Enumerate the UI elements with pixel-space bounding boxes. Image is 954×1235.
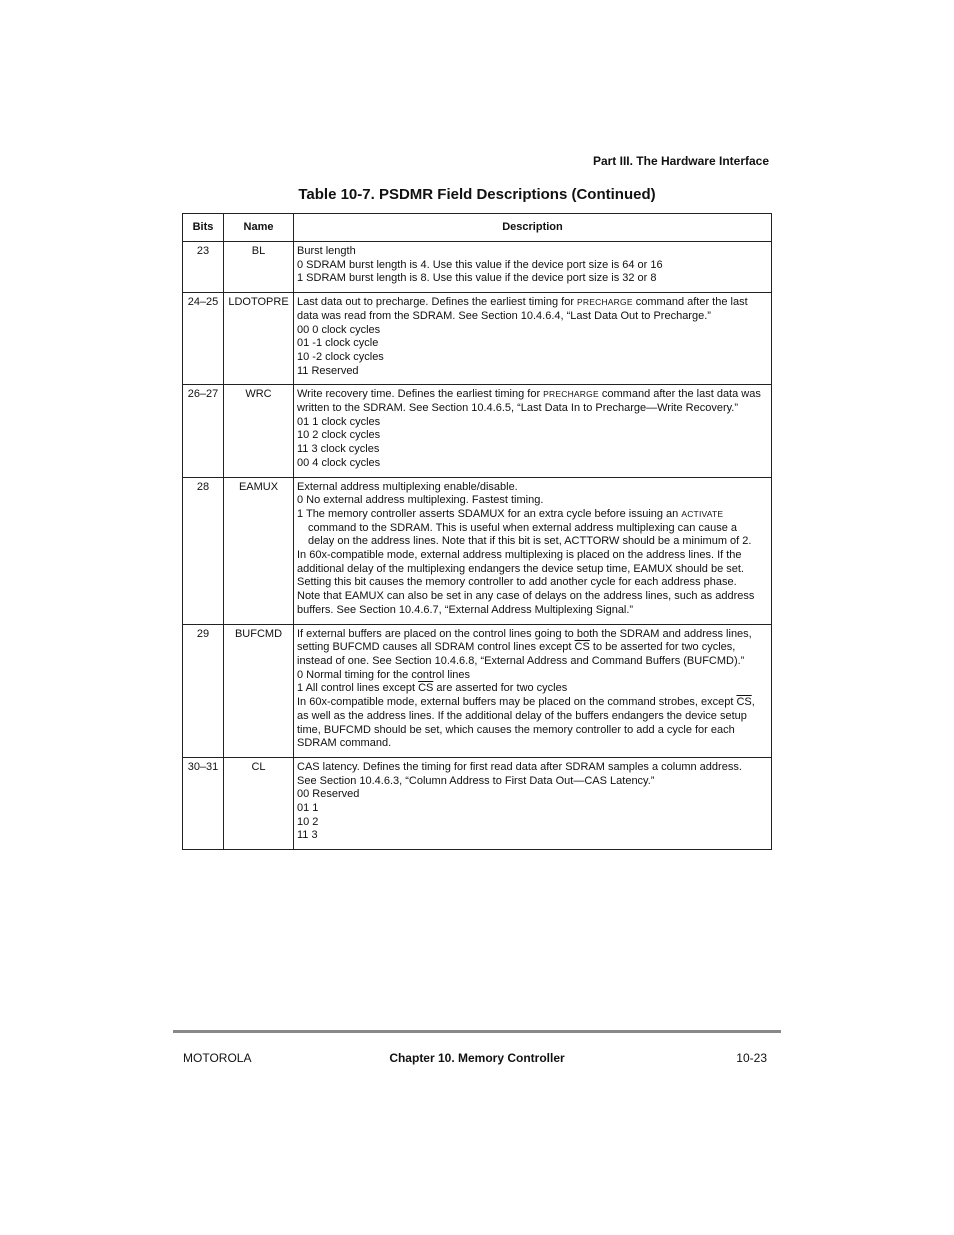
description-line: 00 0 clock cycles	[297, 323, 381, 336]
description-line: setting BUFCMD causes all SDRAM control lines except $\overline{CS}$ to be asserted for two cycles,	[297, 641, 736, 654]
description-cell	[294, 477, 772, 624]
description-cell	[294, 293, 772, 385]
description-line: 01 -1 clock cycle	[297, 337, 379, 350]
precharge-command: PRECHARGE	[577, 297, 633, 308]
cs-signal: $\overline{CS}$	[574, 641, 590, 654]
description-line: In 60x-compatible mode, external address multiplexing is placed on the address lines. If the	[297, 549, 742, 562]
field-descriptions-table	[182, 213, 772, 850]
description-line: written to the SDRAM. See Section 10.4.6.5, “Last Data In to Precharge—Write Recovery.”	[297, 402, 739, 415]
description-line: 10 2 clock cycles	[297, 429, 381, 442]
column-header-description: Description	[294, 214, 772, 242]
cs-signal: $\overline{CS}$	[736, 696, 752, 709]
description-line: additional delay of the multiplexing endangers the device setup time, EAMUX should be set.	[297, 562, 744, 575]
table-row	[183, 385, 772, 477]
name-cell: BUFCMD	[224, 624, 294, 757]
name-cell: CL	[224, 757, 294, 849]
footer-publisher: MOTOROLA	[183, 1051, 252, 1065]
description-line: External address multiplexing enable/disable.	[297, 480, 518, 493]
description-line: 10 -2 clock cycles	[297, 350, 384, 363]
description-line: time, BUFCMD should be set, which causes the memory controller to add a cycle for each	[297, 723, 735, 736]
name-cell: LDOTOPRE	[224, 293, 294, 385]
description-line: See Section 10.4.6.3, “Column Address to First Data Out—CAS Latency.”	[297, 774, 655, 787]
description-line: Note that EAMUX can also be set in any case of delays on the address lines, such as address	[297, 590, 755, 603]
bits-cell: 30–31	[183, 757, 224, 849]
description-line: 0 SDRAM burst length is 4. Use this value if the device port size is 64 or 16	[297, 258, 663, 271]
bits-cell: 28	[183, 477, 224, 624]
activate-command: ACTIVATE	[681, 508, 724, 519]
description-line: 01 1 clock cycles	[297, 415, 381, 428]
description-cell	[294, 385, 772, 477]
description-cell	[294, 757, 772, 849]
name-cell: BL	[224, 242, 294, 293]
bits-cell: 26–27	[183, 385, 224, 477]
description-line: If external buffers are placed on the control lines going to both the SDRAM and address lines,	[297, 627, 752, 640]
description-line: data was read from the SDRAM. See Section 10.4.6.4, “Last Data Out to Precharge.”	[297, 309, 711, 322]
description-line: In 60x-compatible mode, external buffers may be placed on the command strobes, except $\overline{CS}$,	[297, 696, 755, 709]
description-line: 1 All control lines except $\overline{CS}$ are asserted for two cycles	[297, 682, 568, 695]
name-cell: EAMUX	[224, 477, 294, 624]
footer-chapter: Chapter 10. Memory Controller	[389, 1051, 565, 1065]
bits-cell: 29	[183, 624, 224, 757]
description-line: Last data out to precharge. Defines the earliest timing for PRECHARGE command after the last	[297, 296, 748, 309]
table-title: Table 10-7. PSDMR Field Descriptions (Continued)	[298, 186, 656, 203]
cs-signal: $\overline{CS}$	[418, 682, 434, 695]
table-row	[183, 293, 772, 385]
column-header-bits: Bits	[183, 214, 224, 242]
description-cell	[294, 242, 772, 293]
description-line: 1 The memory controller asserts SDAMUX for an extra cycle before issuing an ACTIVATE	[297, 507, 724, 520]
description-line: 11 3	[297, 829, 318, 842]
table-row	[183, 242, 772, 293]
bits-cell: 23	[183, 242, 224, 293]
description-line: delay on the address lines. Note that if this bit is set, ACTTORW should be a minimum of 2.	[308, 535, 752, 548]
description-line: buffers. See Section 10.4.6.7, “External Address Multiplexing Signal.”	[297, 603, 634, 616]
column-header-name: Name	[224, 214, 294, 242]
description-line: as well as the address lines. If the additional delay of the buffers endangers the device setup	[297, 709, 747, 722]
description-line: 0 No external address multiplexing. Fastest timing.	[297, 494, 544, 507]
description-line: instead of one. See Section 10.4.6.8, “External Address and Command Buffers (BUFCMD).”	[297, 654, 745, 667]
footer-divider	[173, 1030, 781, 1033]
description-line: command to the SDRAM. This is useful when external address multiplexing can cause a	[308, 521, 738, 534]
name-cell: WRC	[224, 385, 294, 477]
table-row	[183, 757, 772, 849]
description-line: 01 1	[297, 802, 319, 815]
description-cell	[294, 624, 772, 757]
description-line: 0 Normal timing for the control lines	[297, 668, 471, 681]
bits-cell: 24–25	[183, 293, 224, 385]
description-line: 10 2	[297, 815, 319, 828]
table-header-row	[183, 214, 772, 242]
part-header: Part III. The Hardware Interface	[592, 154, 769, 168]
table-row	[183, 624, 772, 757]
description-line: SDRAM command.	[297, 737, 392, 750]
footer-page-number: 10-23	[736, 1051, 767, 1065]
precharge-command: PRECHARGE	[543, 389, 599, 400]
description-line: 11 Reserved	[297, 364, 359, 377]
description-line: 00 4 clock cycles	[297, 456, 381, 469]
description-line: Setting this bit causes the memory controller to add another cycle for each address phase.	[297, 576, 737, 589]
description-line: CAS latency. Defines the timing for first read data after SDRAM samples a column address.	[297, 760, 742, 773]
description-line: 11 3 clock cycles	[297, 443, 380, 456]
description-line: Burst length	[297, 245, 356, 257]
description-line: 1 SDRAM burst length is 8. Use this value if the device port size is 32 or 8	[297, 272, 657, 285]
table-row	[183, 477, 772, 624]
description-line: 00 Reserved	[297, 788, 360, 801]
description-line: Write recovery time. Defines the earliest timing for PRECHARGE command after the last data was	[297, 388, 761, 401]
